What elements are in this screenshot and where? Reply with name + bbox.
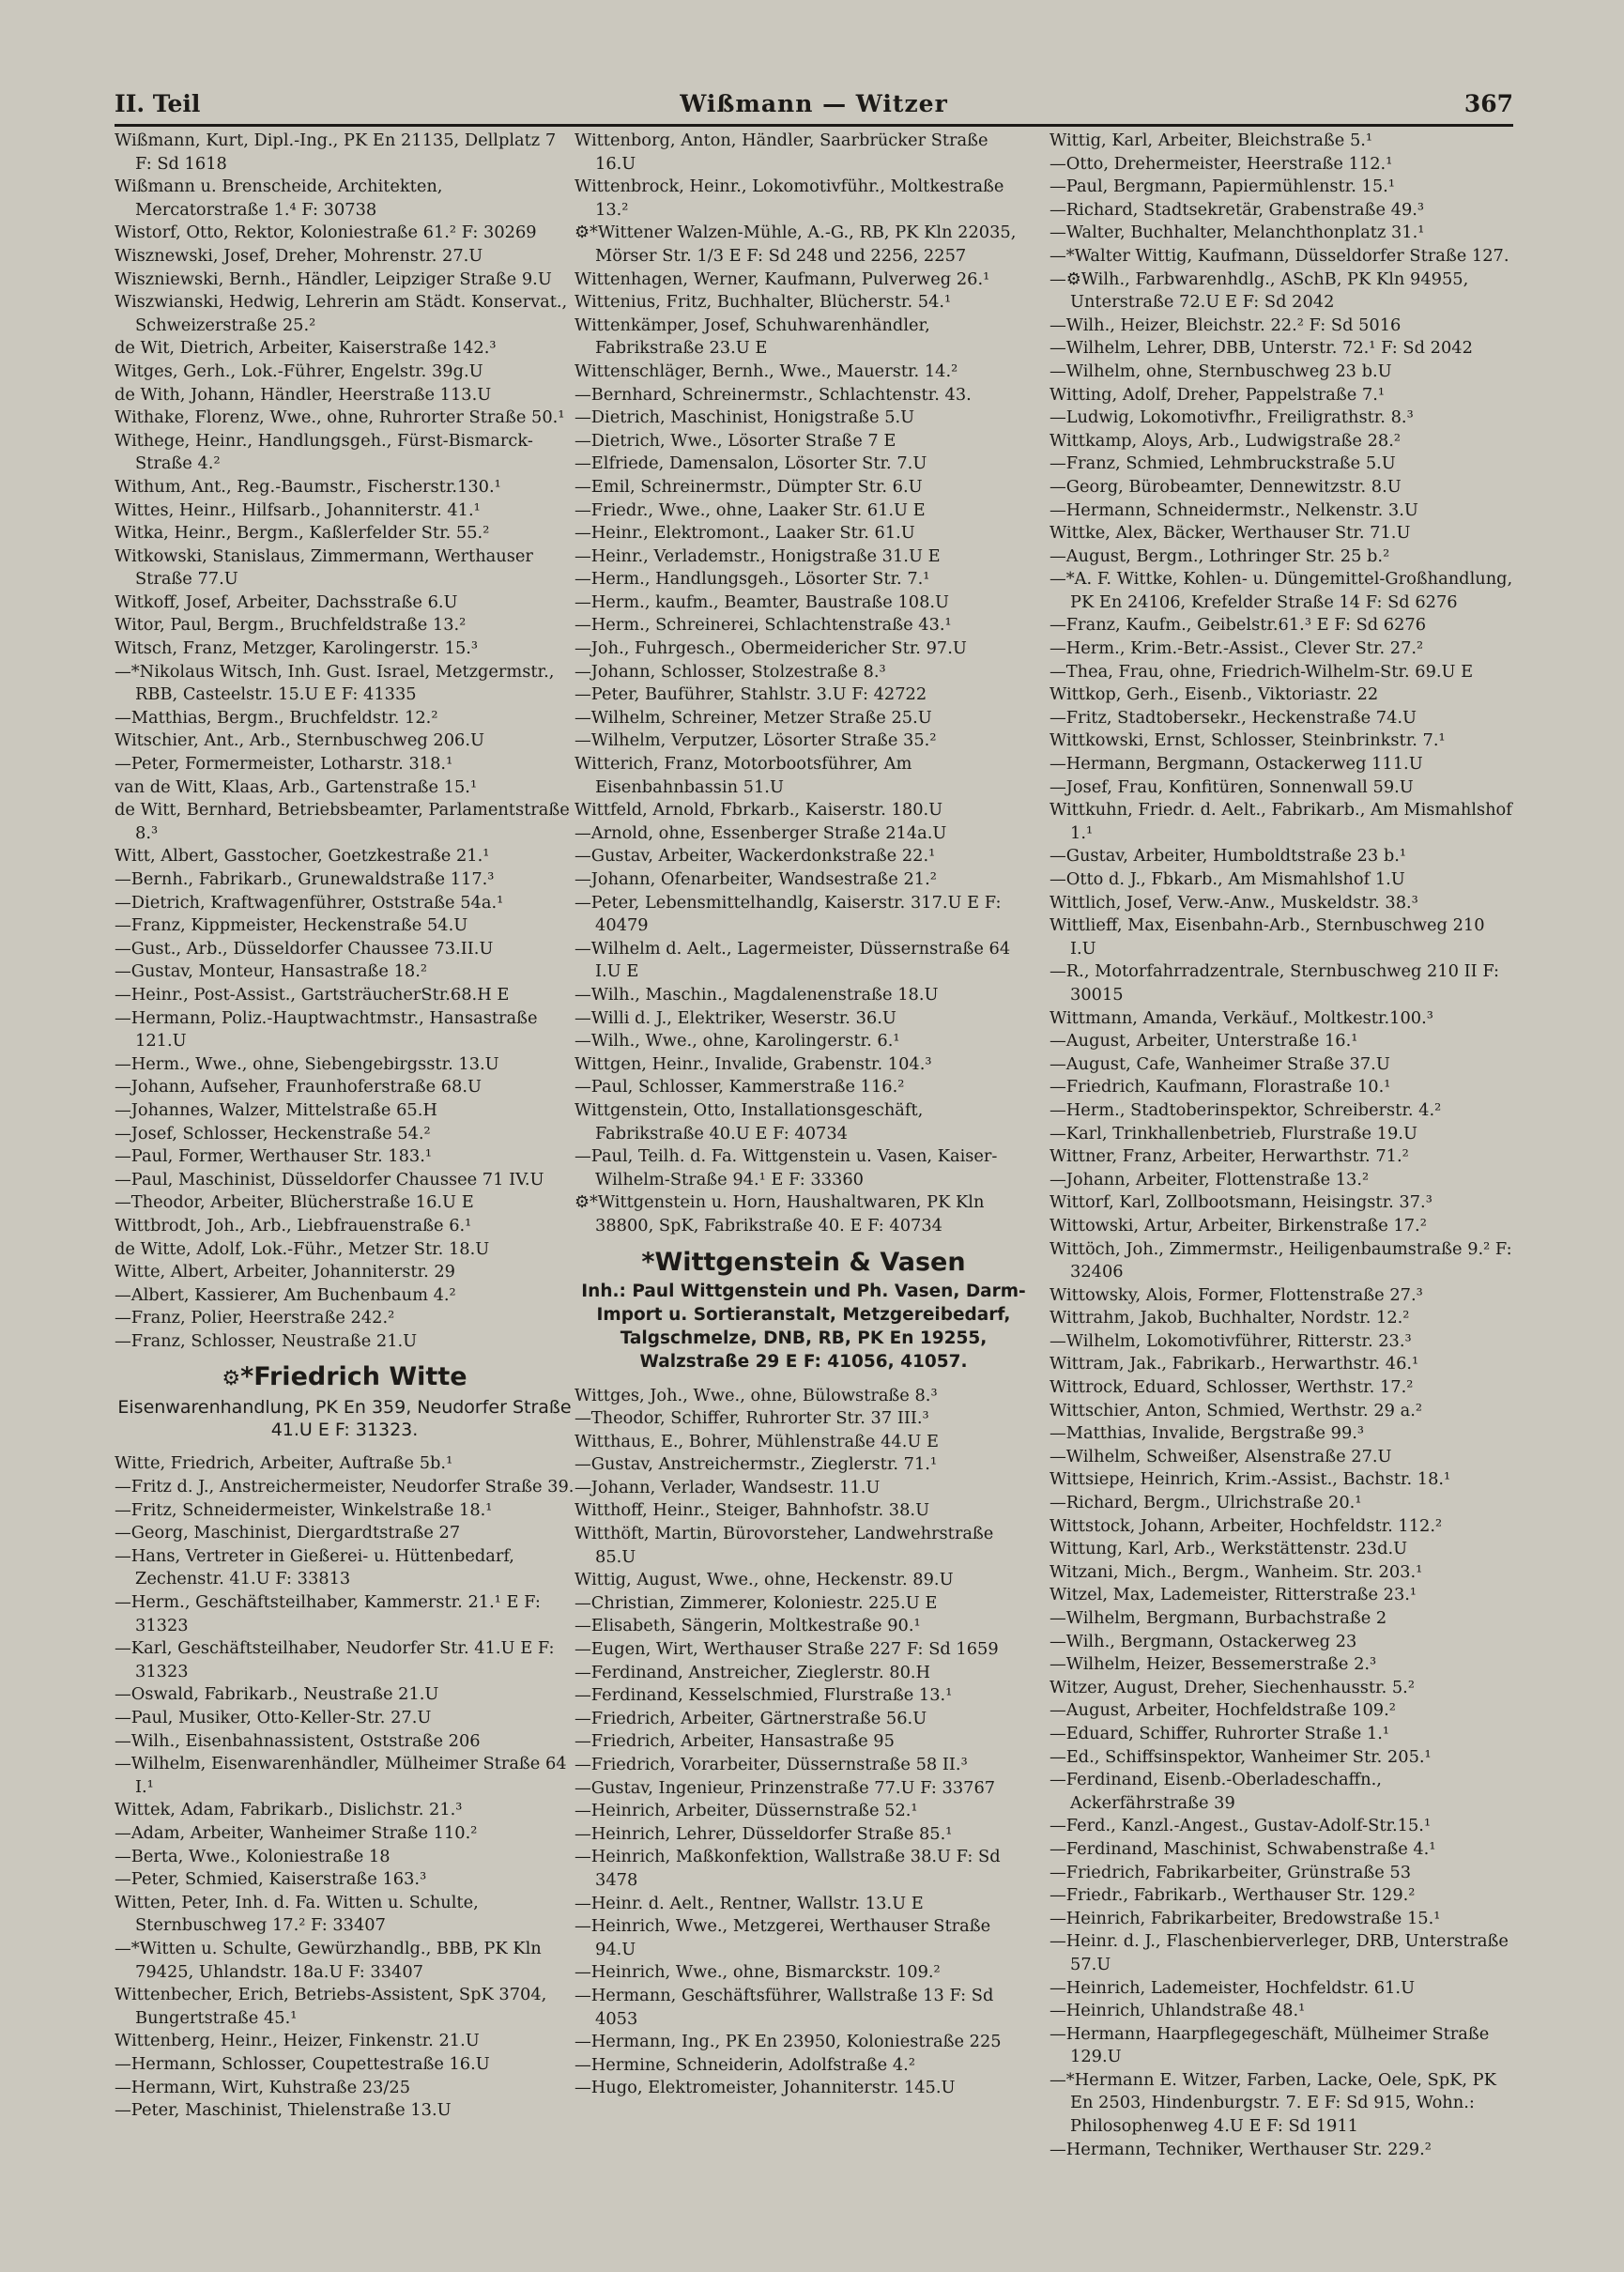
directory-entry: —Albert, Kassierer, Am Buchenbaum 4.² bbox=[115, 1284, 456, 1305]
directory-entry: —Adam, Arbeiter, Wanheimer Straße 110.² bbox=[115, 1822, 478, 1843]
directory-entry: —Fritz, Schneidermeister, Winkelstraße 18.¹ bbox=[115, 1499, 493, 1520]
directory-entry: Witthaus, E., Bohrer, Mühlenstraße 44.U E bbox=[575, 1431, 939, 1451]
directory-entry: —Franz, Kippmeister, Heckenstraße 54.U bbox=[115, 915, 468, 936]
directory-entry: —Josef, Schlosser, Heckenstraße 54.² bbox=[115, 1123, 431, 1144]
directory-entry: —Hermann, Schneidermstr., Nelkenstr. 3.U bbox=[1049, 499, 1418, 520]
part-label: II. Teil bbox=[115, 90, 201, 117]
directory-entry: —Fritz d. J., Anstreichermeister, Neudorfer Straße 39. bbox=[115, 1477, 575, 1497]
directory-entry: ⚙*Wittgenstein u. Horn, Haushaltwaren, PK Kln 38800, SpK, Fabrikstraße 40. E F: 40734 bbox=[575, 1192, 985, 1236]
directory-entry: —Ferdinand, Kesselschmied, Flurstraße 13.¹ bbox=[575, 1685, 953, 1706]
directory-entry: —Ferdinand, Eisenb.-Oberladeschaffn., Ackerfährstraße 39 bbox=[1049, 1770, 1382, 1813]
directory-entry: —Wilhelm, Bergmann, Burbachstraße 2 bbox=[1049, 1608, 1387, 1628]
directory-entry: —Gustav, Monteur, Hansastraße 18.² bbox=[115, 961, 427, 982]
directory-entry: Withum, Ant., Reg.-Baumstr., Fischerstr.130.¹ bbox=[115, 476, 501, 497]
directory-entry: Wittschier, Anton, Schmied, Werthstr. 29 a.² bbox=[1049, 1400, 1423, 1420]
directory-entry: —Heinrich, Uhlandstraße 48.¹ bbox=[1049, 2001, 1306, 2021]
directory-entry: Wittig, August, Wwe., ohne, Heckenstr. 89.U bbox=[575, 1570, 954, 1590]
directory-entry: —Wilhelm, Verputzer, Lösorter Straße 35.² bbox=[575, 730, 937, 751]
directory-entry: —Herm., Geschäftsteilhaber, Kammerstr. 21.¹ E F: 31323 bbox=[115, 1592, 541, 1635]
directory-entry: —Paul, Bergmann, Papiermühlenstr. 15.¹ bbox=[1049, 177, 1395, 197]
directory-entry: Wittenbecher, Erich, Betriebs-Assistent, SpK 3704, Bungertstraße 45.¹ bbox=[115, 1985, 547, 2028]
directory-entry: Wittke, Alex, Bäcker, Werthauser Str. 71.U bbox=[1049, 523, 1411, 544]
directory-entry: —Christian, Zimmerer, Koloniestr. 225.U E bbox=[575, 1592, 938, 1613]
directory-entry: —Wilh., Wwe., ohne, Karolingerstr. 6.¹ bbox=[575, 1031, 900, 1052]
ad-body: Inh.: Paul Wittgenstein und Ph. Vasen, Darm-Import u. Sortieranstalt, Metzgereibedarf, Talgschmelze, DNB, RB, PK En 19255, Walzstraße 29 E F: 41056, 41057. bbox=[581, 1281, 1026, 1372]
directory-entry: —Ludwig, Lokomotivfhr., Freiligrathstr. 8.³ bbox=[1049, 407, 1414, 428]
directory-entry: —⚙Wilh., Farbwarenhdlg., ASchB, PK Kln 94955, Unterstraße 72.U E F: Sd 2042 bbox=[1049, 269, 1469, 313]
advertisement bbox=[575, 1246, 1033, 1374]
directory-entry: —Josef, Frau, Konfitüren, Sonnenwall 59.U bbox=[1049, 776, 1414, 797]
directory-entry: —Herm., Handlungsgeh., Lösorter Str. 7.¹ bbox=[575, 569, 930, 590]
directory-entry: —Wilh., Heizer, Bleichstr. 22.² F: Sd 5016 bbox=[1049, 315, 1402, 335]
directory-entry: —Franz, Polier, Heerstraße 242.² bbox=[115, 1308, 395, 1328]
directory-entry: —R., Motorfahrradzentrale, Sternbuschweg 210 II F: 30015 bbox=[1049, 961, 1500, 1005]
directory-entry: Witting, Adolf, Dreher, Pappelstraße 7.¹ bbox=[1049, 384, 1385, 405]
ad-name-text: *Wittgenstein & Vasen bbox=[641, 1247, 966, 1277]
column-3 bbox=[1049, 130, 1513, 2251]
directory-entry: Wiszniewski, Bernh., Händler, Leipziger Straße 9.U bbox=[115, 269, 552, 289]
ad-name bbox=[115, 1360, 575, 1396]
directory-entry: —Wilh., Maschin., Magdalenenstraße 18.U bbox=[575, 984, 939, 1005]
directory-entry: —Johann, Ofenarbeiter, Wandsestraße 21.² bbox=[575, 869, 937, 889]
directory-entry: Witor, Paul, Bergm., Bruchfeldstraße 13.² bbox=[115, 615, 467, 636]
directory-entry: —Wilh., Eisenbahnassistent, Oststraße 206 bbox=[115, 1730, 481, 1751]
directory-entry: —Gustav, Ingenieur, Prinzenstraße 77.U F: 33767 bbox=[575, 1777, 996, 1798]
directory-entry: Witges, Gerh., Lok.-Führer, Engelstr. 39g.U bbox=[115, 361, 483, 381]
directory-entry: Wittenschläger, Bernh., Wwe., Mauerstr. 14.² bbox=[575, 361, 958, 381]
directory-entry: Witzer, August, Dreher, Siechenhausstr. 5.² bbox=[1049, 1677, 1415, 1697]
directory-entry: Witsch, Franz, Metzger, Karolingerstr. 15.³ bbox=[115, 638, 479, 659]
directory-entry: —Franz, Schmied, Lehmbruckstraße 5.U bbox=[1049, 453, 1396, 474]
directory-entry: Wittner, Franz, Arbeiter, Herwarthstr. 71.² bbox=[1049, 1146, 1409, 1167]
directory-entry: —Berta, Wwe., Koloniestraße 18 bbox=[115, 1846, 391, 1866]
directory-entry: Wißmann u. Brenscheide, Architekten, Mercatorstraße 1.⁴ F: 30738 bbox=[115, 177, 443, 220]
directory-entry: —August, Arbeiter, Unterstraße 16.¹ bbox=[1049, 1031, 1358, 1052]
directory-entry: —Eduard, Schiffer, Ruhrorter Straße 1.¹ bbox=[1049, 1723, 1390, 1743]
directory-entry: —Wilhelm, Schreiner, Metzer Straße 25.U bbox=[575, 707, 932, 728]
directory-entry: Wittlieff, Max, Eisenbahn-Arb., Sternbuschweg 210 I.U bbox=[1049, 915, 1485, 959]
directory-entry: —Richard, Bergm., Ulrichstraße 20.¹ bbox=[1049, 1493, 1362, 1513]
directory-entry: —Gust., Arb., Düsseldorfer Chaussee 73.II.U bbox=[115, 938, 494, 959]
ad-body: Eisenwarenhandlung, PK En 359, Neudorfer Straße 41.U E F: 31323. bbox=[117, 1397, 572, 1441]
directory-entry: —Peter, Bauführer, Stahlstr. 3.U F: 42722 bbox=[575, 684, 927, 705]
directory-entry: —Hans, Vertreter in Gießerei- u. Hüttenbedarf, Zechenstr. 41.U F: 33813 bbox=[115, 1545, 514, 1589]
directory-entry: —Friedrich, Arbeiter, Gärtnerstraße 56.U bbox=[575, 1708, 927, 1728]
directory-entry: —Hermann, Haarpflegegeschäft, Mülheimer Straße 129.U bbox=[1049, 2023, 1490, 2067]
directory-entry: —August, Cafe, Wanheimer Straße 37.U bbox=[1049, 1053, 1390, 1074]
directory-entry: —Heinr., Elektromont., Laaker Str. 61.U bbox=[575, 523, 915, 544]
directory-entry: Wittorf, Karl, Zollbootsmann, Heisingstr. 37.³ bbox=[1049, 1192, 1432, 1213]
directory-entry: Wittöch, Joh., Zimmermstr., Heiligenbaumstraße 9.² F: 32406 bbox=[1049, 1238, 1512, 1282]
directory-entry: —Peter, Maschinist, Thielenstraße 13.U bbox=[115, 2100, 452, 2121]
directory-entry: —Wilhelm, Lokomotivführer, Ritterstr. 23.³ bbox=[1049, 1330, 1412, 1351]
gear-icon: ⚙ bbox=[222, 1367, 241, 1391]
directory-entry: —Johann, Aufseher, Fraunhoferstraße 68.U bbox=[115, 1077, 483, 1098]
directory-entry: Wittowsky, Alois, Former, Flottenstraße 27.³ bbox=[1049, 1284, 1423, 1305]
directory-entry: —Ferdinand, Maschinist, Schwabenstraße 4.¹ bbox=[1049, 1838, 1436, 1859]
directory-entry: —Heinr., Post-Assist., GartsträucherStr.68.H E bbox=[115, 984, 510, 1005]
directory-entry: —Dietrich, Wwe., Lösorter Straße 7 E bbox=[575, 430, 896, 451]
directory-entry: Wittram, Jak., Fabrikarb., Herwarthstr. 46.¹ bbox=[1049, 1354, 1419, 1374]
directory-entry: —Theodor, Schiffer, Ruhrorter Str. 37 III.³ bbox=[575, 1408, 929, 1429]
directory-entry: —Theodor, Arbeiter, Blücherstraße 16.U E bbox=[115, 1192, 474, 1213]
directory-entry: Witt, Albert, Gasstocher, Goetzkestraße 21.¹ bbox=[115, 846, 490, 867]
directory-entry: —Elfriede, Damensalon, Lösorter Str. 7.U bbox=[575, 453, 927, 474]
directory-entry: Wittkowski, Ernst, Schlosser, Steinbrinkstr. 7.¹ bbox=[1049, 730, 1446, 751]
directory-entry: —Herm., Krim.-Betr.-Assist., Clever Str. 27.² bbox=[1049, 638, 1424, 659]
directory-entry: Wißmann, Kurt, Dipl.-Ing., PK En 21135, Dellplatz 7 F: Sd 1618 bbox=[115, 130, 557, 174]
directory-entry: —Thea, Frau, ohne, Friedrich-Wilhelm-Str. 69.U E bbox=[1049, 661, 1474, 682]
directory-entry: —Eugen, Wirt, Werthauser Straße 227 F: Sd 1659 bbox=[575, 1639, 999, 1660]
directory-entry: —Paul, Teilh. d. Fa. Wittgenstein u. Vasen, Kaiser-Wilhelm-Straße 94.¹ E F: 33360 bbox=[575, 1146, 998, 1190]
directory-entry: Witthoff, Heinr., Steiger, Bahnhofstr. 38.U bbox=[575, 1500, 930, 1521]
directory-entry: de Wit, Dietrich, Arbeiter, Kaiserstraße 142.³ bbox=[115, 338, 497, 359]
directory-entry: Wittkuhn, Friedr. d. Aelt., Fabrikarb., Am Mismahlshof 1.¹ bbox=[1049, 800, 1512, 843]
directory-entry: Wittfeld, Arnold, Fbrkarb., Kaiserstr. 180.U bbox=[575, 800, 943, 821]
directory-entry: —Ferd., Kanzl.-Angest., Gustav-Adolf-Str.15.¹ bbox=[1049, 1816, 1432, 1836]
directory-entry: —Johann, Verlader, Wandsestr. 11.U bbox=[575, 1477, 881, 1497]
directory-entry: —August, Bergm., Lothringer Str. 25 b.² bbox=[1049, 545, 1390, 566]
directory-entry: Wisznewski, Josef, Dreher, Mohrenstr. 27.U bbox=[115, 245, 483, 266]
directory-entry: —Dietrich, Maschinist, Honigstraße 5.U bbox=[575, 407, 915, 428]
directory-entry: Wittenbrock, Heinr., Lokomotivführ., Moltkestraße 13.² bbox=[575, 177, 1004, 220]
directory-entry: Witkowski, Stanislaus, Zimmermann, Werthauser Straße 77.U bbox=[115, 545, 533, 590]
directory-entry: Wiszwianski, Hedwig, Lehrerin am Städt. Konservat., Schweizerstraße 25.² bbox=[115, 292, 568, 335]
directory-entry: —Gustav, Anstreichermstr., Zieglerstr. 71.¹ bbox=[575, 1454, 938, 1475]
directory-entry: Witthöft, Martin, Bürovorsteher, Landwehrstraße 85.U bbox=[575, 1524, 994, 1567]
directory-entry: —Peter, Formermeister, Lotharstr. 318.¹ bbox=[115, 754, 453, 775]
directory-entry: —Wilhelm, Heizer, Bessemerstraße 2.³ bbox=[1049, 1654, 1377, 1675]
directory-entry: —Hermann, Techniker, Werthauser Str. 229.² bbox=[1049, 2139, 1432, 2159]
directory-entry: —Wilhelm, Schweißer, Alsenstraße 27.U bbox=[1049, 1446, 1392, 1466]
directory-entry: Wittrahm, Jakob, Buchhalter, Nordstr. 12.² bbox=[1049, 1308, 1410, 1328]
directory-entry: —Friedrich, Kaufmann, Florastraße 10.¹ bbox=[1049, 1077, 1391, 1098]
directory-entry: —Herm., Wwe., ohne, Siebengebirgsstr. 13.U bbox=[115, 1053, 499, 1074]
directory-entry: —Hermann, Geschäftsführer, Wallstraße 13 F: Sd 4053 bbox=[575, 1985, 994, 2029]
directory-entry: Witschier, Ant., Arb., Sternbuschweg 206.U bbox=[115, 730, 484, 751]
directory-entry: —Otto, Drehermeister, Heerstraße 112.¹ bbox=[1049, 153, 1393, 174]
directory-entry: Witterich, Franz, Motorbootsführer, Am Eisenbahnbassin 51.U bbox=[575, 754, 912, 797]
directory-entry: —Friedr., Fabrikarb., Werthauser Str. 129.² bbox=[1049, 1885, 1416, 1906]
column-1 bbox=[115, 130, 575, 2251]
directory-entry: —Emil, Schreinermstr., Dümpter Str. 6.U bbox=[575, 476, 923, 497]
directory-entry: —August, Arbeiter, Hochfeldstraße 109.² bbox=[1049, 1700, 1396, 1721]
directory-entry: —Franz, Kaufm., Geibelstr.61.³ E F: Sd 6276 bbox=[1049, 615, 1427, 636]
directory-entry: —Matthias, Bergm., Bruchfeldstr. 12.² bbox=[115, 707, 438, 728]
directory-entry: —Fritz, Stadtobersekr., Heckenstraße 74.U bbox=[1049, 707, 1417, 728]
directory-entry: Wittenius, Fritz, Buchhalter, Blücherstr. 54.¹ bbox=[575, 292, 952, 313]
directory-entry: Wittkamp, Aloys, Arb., Ludwigstraße 28.² bbox=[1049, 430, 1402, 451]
directory-entry: —Willi d. J., Elektriker, Weserstr. 36.U bbox=[575, 1007, 896, 1028]
directory-entry: —Paul, Musiker, Otto-Keller-Str. 27.U bbox=[115, 1708, 432, 1727]
directory-entry: Wittgen, Heinr., Invalide, Grabenstr. 104.³ bbox=[575, 1053, 932, 1074]
directory-entry: de Witte, Adolf, Lok.-Führ., Metzer Str. 18.U bbox=[115, 1238, 490, 1259]
directory-entry: Wittig, Karl, Arbeiter, Bleichstraße 5.¹ bbox=[1049, 130, 1373, 150]
directory-entry: Withake, Florenz, Wwe., ohne, Ruhrorter Straße 50.¹ bbox=[115, 407, 565, 428]
page-header bbox=[115, 86, 1513, 127]
ad-name bbox=[575, 1246, 1033, 1280]
directory-entry: Wittbrodt, Joh., Arb., Liebfrauenstraße 6.¹ bbox=[115, 1215, 472, 1236]
directory-entry: Wittrock, Eduard, Schlosser, Werthstr. 17.² bbox=[1049, 1377, 1414, 1398]
directory-entry: —Paul, Former, Werthauser Str. 183.¹ bbox=[115, 1146, 432, 1167]
directory-entry: —Johann, Schlosser, Stolzestraße 8.³ bbox=[575, 661, 886, 682]
directory-entry: —Peter, Lebensmittelhandlg, Kaiserstr. 317.U E F: 40479 bbox=[575, 892, 1002, 936]
directory-entry: Wittes, Heinr., Hilfsarb., Johanniterstr. 41.¹ bbox=[115, 499, 481, 520]
directory-entry: —Gustav, Arbeiter, Wackerdonkstraße 22.¹ bbox=[575, 846, 936, 867]
directory-entry: —Otto d. J., Fbkarb., Am Mismahlshof 1.U bbox=[1049, 869, 1405, 889]
directory-entry: Witte, Albert, Arbeiter, Johanniterstr. 29 bbox=[115, 1262, 455, 1282]
directory-entry: Witkoff, Josef, Arbeiter, Dachsstraße 6.U bbox=[115, 591, 458, 612]
directory-entry: —Wilhelm, Lehrer, DBB, Unterstr. 72.¹ F: Sd 2042 bbox=[1049, 338, 1473, 359]
directory-entry: Wittmann, Amanda, Verkäuf., Moltkestr.100.³ bbox=[1049, 1007, 1433, 1028]
directory-entry: —Gustav, Arbeiter, Humboldtstraße 23 b.¹ bbox=[1049, 846, 1406, 867]
directory-entry: Wittkop, Gerh., Eisenb., Viktoriastr. 22 bbox=[1049, 684, 1379, 705]
directory-entry: de With, Johann, Händler, Heerstraße 113.U bbox=[115, 384, 492, 405]
directory-entry: —Bernh., Fabrikarb., Grunewaldstraße 117.³ bbox=[115, 869, 495, 889]
directory-entry: —Friedrich, Fabrikarbeiter, Grünstraße 53 bbox=[1049, 1862, 1412, 1882]
directory-entry: —Herm., Schreinerei, Schlachtenstraße 43.¹ bbox=[575, 615, 952, 636]
directory-entry: Wittgenstein, Otto, Installationsgeschäft, Fabrikstraße 40.U E F: 40734 bbox=[575, 1099, 924, 1144]
directory-entry: —Oswald, Fabrikarb., Neustraße 21.U bbox=[115, 1684, 439, 1705]
directory-entry: —Joh., Fuhrgesch., Obermeidericher Str. 97.U bbox=[575, 638, 967, 659]
directory-entry: Wistorf, Otto, Rektor, Koloniestraße 61.² F: 30269 bbox=[115, 223, 537, 243]
directory-entry: Wittges, Joh., Wwe., ohne, Bülowstraße 8.³ bbox=[575, 1385, 938, 1405]
directory-entry: —Karl, Geschäftsteilhaber, Neudorfer Str. 41.U E F: 31323 bbox=[115, 1638, 555, 1681]
directory-entry: Witten, Peter, Inh. d. Fa. Witten u. Schulte, Sternbuschweg 17.² F: 33407 bbox=[115, 1892, 479, 1936]
directory-entry: Wittenborg, Anton, Händler, Saarbrücker Straße 16.U bbox=[575, 130, 988, 174]
directory-entry: —Hermann, Ing., PK En 23950, Koloniestraße 225 bbox=[575, 2032, 1002, 2052]
ad-name-text: *Friedrich Witte bbox=[240, 1362, 467, 1392]
directory-entry: van de Witt, Klaas, Arb., Gartenstraße 15.¹ bbox=[115, 776, 478, 797]
directory-entry: Wittung, Karl, Arb., Werkstättenstr. 23d.U bbox=[1049, 1539, 1408, 1559]
directory-entry: —Heinrich, Fabrikarbeiter, Bredowstraße 15.¹ bbox=[1049, 1908, 1441, 1928]
directory-entry: —*Nikolaus Witsch, Inh. Gust. Israel, Metzgermstr., RBB, Casteelstr. 15.U E F: 41335 bbox=[115, 661, 555, 705]
directory-entry: Wittenhagen, Werner, Kaufmann, Pulverweg 26.¹ bbox=[575, 269, 990, 289]
directory-entry: Wittsiepe, Heinrich, Krim.-Assist., Bachstr. 18.¹ bbox=[1049, 1469, 1451, 1490]
advertisement bbox=[115, 1360, 575, 1441]
directory-entry: —Heinr. d. J., Flaschenbierverleger, DRB, Unterstraße 57.U bbox=[1049, 1931, 1509, 1974]
directory-entry: —Ferdinand, Anstreicher, Zieglerstr. 80.H bbox=[575, 1662, 931, 1682]
directory-entry: —Wilhelm, ohne, Sternbuschweg 23 b.U bbox=[1049, 361, 1392, 381]
directory-entry: —Heinrich, Lehrer, Düsseldorfer Straße 85.¹ bbox=[575, 1823, 953, 1844]
directory-entry: —*Walter Wittig, Kaufmann, Düsseldorfer Straße 127. bbox=[1049, 245, 1509, 266]
page-number: 367 bbox=[1463, 90, 1513, 117]
directory-entry: —Friedrich, Vorarbeiter, Düssernstraße 58 II.³ bbox=[575, 1755, 968, 1774]
directory-entry: —Johannes, Walzer, Mittelstraße 65.H bbox=[115, 1099, 437, 1120]
directory-entry: —Heinrich, Wwe., ohne, Bismarckstr. 109.² bbox=[575, 1962, 941, 1983]
directory-entry: —Franz, Schlosser, Neustraße 21.U bbox=[115, 1330, 418, 1351]
directory-entry: Wittowski, Artur, Arbeiter, Birkenstraße 17.² bbox=[1049, 1215, 1427, 1236]
directory-entry: —Heinr. d. Aelt., Rentner, Wallstr. 13.U E bbox=[575, 1893, 924, 1913]
directory-entry: —Paul, Schlosser, Kammerstraße 116.² bbox=[575, 1077, 905, 1098]
directory-entry: —Peter, Schmied, Kaiserstraße 163.³ bbox=[115, 1869, 427, 1890]
directory-entry: —Walter, Buchhalter, Melanchthonplatz 31.¹ bbox=[1049, 223, 1425, 243]
directory-entry: —Richard, Stadtsekretär, Grabenstraße 49.³ bbox=[1049, 199, 1425, 220]
directory-entry: Witka, Heinr., Bergm., Kaßlerfelder Str. 55.² bbox=[115, 523, 490, 544]
directory-entry: de Witt, Bernhard, Betriebsbeamter, Parlamentstraße 8.³ bbox=[115, 800, 570, 843]
directory-entry: —Ed., Schiffsinspektor, Wanheimer Str. 205.¹ bbox=[1049, 1746, 1432, 1767]
range-title: Wißmann — Witzer bbox=[680, 90, 948, 117]
directory-entry: —*Hermann E. Witzer, Farben, Lacke, Oele, SpK, PK En 2503, Hindenburgstr. 7. E F: Sd 915, Wohn.: Philosophenweg 4.U E F: Sd 1911 bbox=[1049, 2069, 1496, 2137]
directory-entry: —*Witten u. Schulte, Gewürzhandlg., BBB, PK Kln 79425, Uhlandstr. 18a.U F: 33407 bbox=[115, 1938, 542, 1982]
directory-entry: —Heinrich, Wwe., Metzgerei, Werthauser Straße 94.U bbox=[575, 1916, 991, 1959]
directory-entry: —Friedrich, Arbeiter, Hansastraße 95 bbox=[575, 1731, 895, 1752]
directory-entry: —Wilh., Bergmann, Ostackerweg 23 bbox=[1049, 1631, 1357, 1651]
directory-entry: —Paul, Maschinist, Düsseldorfer Chaussee 71 IV.U bbox=[115, 1169, 544, 1190]
directory-entry: —Herm., Stadtoberinspektor, Schreiberstr. 4.² bbox=[1049, 1099, 1442, 1120]
directory-entry: —Hermine, Schneiderin, Adolfstraße 4.² bbox=[575, 2054, 915, 2075]
directory-entry: —Georg, Bürobeamter, Dennewitzstr. 8.U bbox=[1049, 476, 1402, 497]
directory-entry: Wittlich, Josef, Verw.-Anw., Muskeldstr. 38.³ bbox=[1049, 892, 1418, 913]
directory-entry: —Hermann, Wirt, Kuhstraße 23/25 bbox=[115, 2077, 411, 2097]
directory-entry: —Wilhelm d. Aelt., Lagermeister, Düssernstraße 64 I.U E bbox=[575, 938, 1011, 982]
directory-entry: —Matthias, Invalide, Bergstraße 99.³ bbox=[1049, 1423, 1365, 1444]
directory-entry: —Elisabeth, Sängerin, Moltkestraße 90.¹ bbox=[575, 1616, 921, 1636]
directory-entry: —*A. F. Wittke, Kohlen- u. Düngemittel-Großhandlung, PK En 24106, Krefelder Straße 14 F: Sd 6276 bbox=[1049, 569, 1513, 612]
directory-entry: —Johann, Arbeiter, Flottenstraße 13.² bbox=[1049, 1169, 1370, 1190]
directory-entry: —Hermann, Schlosser, Coupettestraße 16.U bbox=[115, 2053, 490, 2074]
directory-entry: Wittstock, Johann, Arbeiter, Hochfeldstr. 112.² bbox=[1049, 1515, 1443, 1536]
directory-entry: —Herm., kaufm., Beamter, Baustraße 108.U bbox=[575, 591, 950, 612]
directory-entry: Wittek, Adam, Fabrikarb., Dislichstr. 21.³ bbox=[115, 1800, 463, 1820]
directory-entry: —Heinrich, Maßkonfektion, Wallstraße 38.U F: Sd 3478 bbox=[575, 1847, 1001, 1890]
directory-entry: —Karl, Trinkhallenbetrieb, Flurstraße 19.U bbox=[1049, 1123, 1417, 1144]
directory-entry: Witte, Friedrich, Arbeiter, Auftraße 5b.¹ bbox=[115, 1453, 453, 1474]
directory-entry: —Hugo, Elektromeister, Johanniterstr. 145.U bbox=[575, 2078, 956, 2098]
directory-entry: Withege, Heinr., Handlungsgeh., Fürst-Bismarck-Straße 4.² bbox=[115, 430, 533, 474]
directory-entry: —Heinrich, Arbeiter, Düssernstraße 52.¹ bbox=[575, 1801, 918, 1821]
directory-entry: —Arnold, ohne, Essenberger Straße 214a.U bbox=[575, 822, 947, 843]
directory-entry: —Dietrich, Kraftwagenführer, Oststraße 54a.¹ bbox=[115, 892, 504, 913]
directory-entry: —Heinr., Verlademstr., Honigstraße 31.U E bbox=[575, 545, 941, 566]
directory-entry: —Bernhard, Schreinermstr., Schlachtenstr. 43. bbox=[575, 384, 972, 405]
directory-entry: Witzel, Max, Lademeister, Ritterstraße 23.¹ bbox=[1049, 1585, 1417, 1605]
directory-entry: Witzani, Mich., Bergm., Wanheim. Str. 203.¹ bbox=[1049, 1561, 1423, 1582]
directory-entry: —Heinrich, Lademeister, Hochfeldstr. 61.U bbox=[1049, 1977, 1416, 1998]
directory-entry: —Hermann, Poliz.-Hauptwachtmstr., Hansastraße 121.U bbox=[115, 1007, 538, 1052]
directory-entry: ⚙*Wittener Walzen-Mühle, A.-G., RB, PK Kln 22035, Mörser Str. 1/3 E F: Sd 248 und 2256, 2257 bbox=[575, 223, 1017, 266]
directory-entry: —Wilhelm, Eisenwarenhändler, Mülheimer Straße 64 I.¹ bbox=[115, 1754, 567, 1797]
column-2 bbox=[575, 130, 1033, 2251]
directory-entry: Wittenkämper, Josef, Schuhwarenhändler, Fabrikstraße 23.U E bbox=[575, 315, 930, 359]
directory-entry: —Friedr., Wwe., ohne, Laaker Str. 61.U E bbox=[575, 499, 926, 520]
directory-entry: Wittenberg, Heinr., Heizer, Finkenstr. 21.U bbox=[115, 2031, 480, 2051]
directory-entry: —Hermann, Bergmann, Ostackerweg 111.U bbox=[1049, 754, 1423, 775]
directory-entry: —Georg, Maschinist, Diergardtstraße 27 bbox=[115, 1523, 461, 1543]
